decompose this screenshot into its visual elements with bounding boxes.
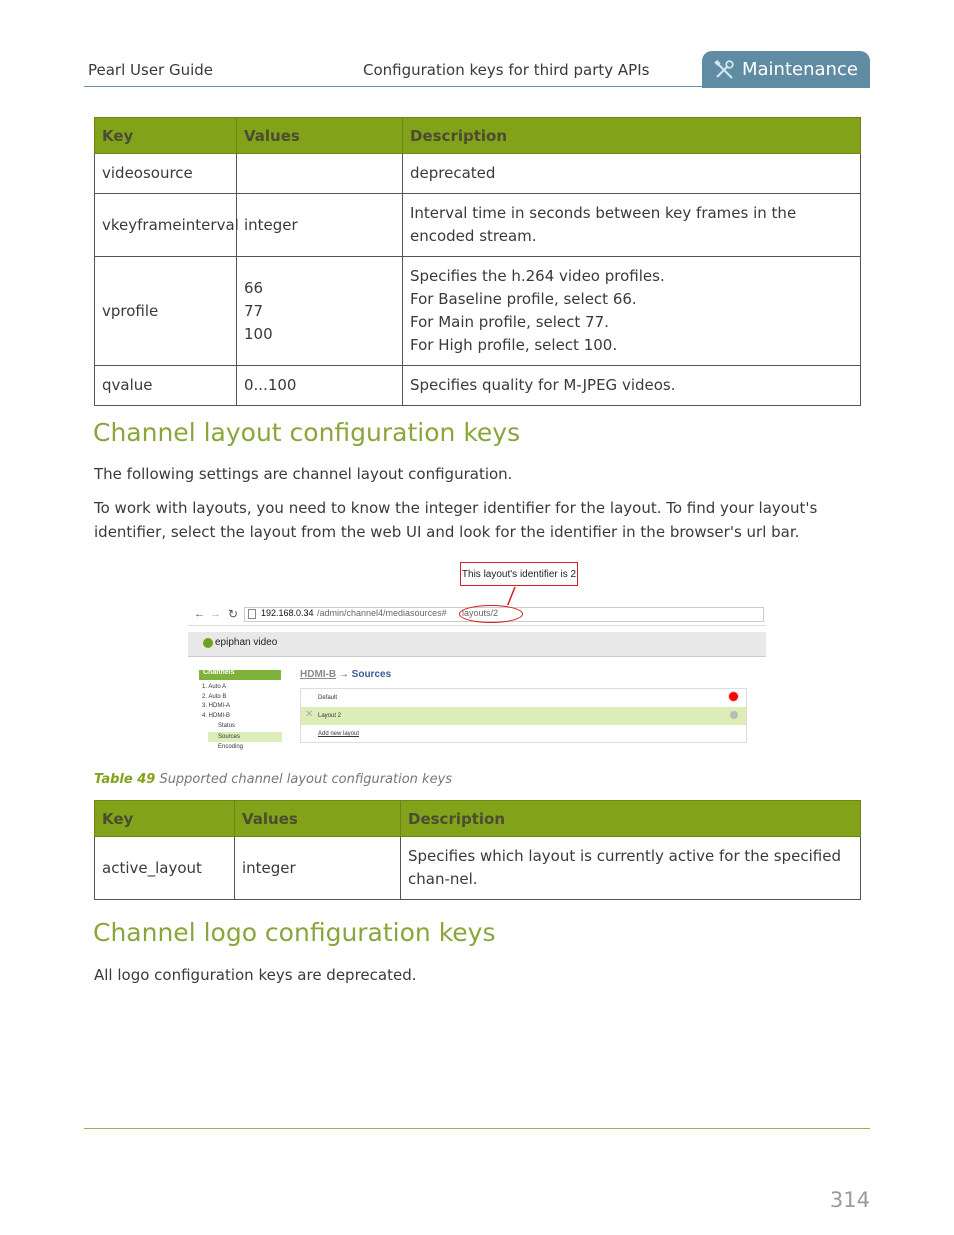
sidebar-subitem[interactable]: Encoding — [218, 744, 244, 750]
sidebar-item[interactable]: 4. HDMI-B — [202, 712, 231, 719]
page-icon — [248, 609, 256, 619]
section-badge — [702, 51, 870, 88]
table-header-row — [95, 118, 861, 154]
sidebar-item[interactable]: 2. Auto B — [202, 693, 227, 700]
sidebar-header — [199, 670, 281, 680]
column-header-description: Description — [401, 801, 861, 837]
values-cell — [237, 257, 403, 366]
description-cell: deprecated — [403, 154, 861, 194]
back-icon[interactable]: ← — [194, 608, 205, 620]
section-heading-logo: Channel logo configuration keys — [93, 918, 496, 947]
reload-icon[interactable]: ↻ — [228, 607, 239, 621]
breadcrumb — [300, 669, 391, 680]
description-line: For Main profile, select 77. — [410, 313, 609, 331]
description-cell: Specifies quality for M-JPEG videos. — [403, 366, 861, 406]
description-line: For High profile, select 100. — [410, 336, 618, 354]
description-cell: Specifies which layout is currently active for the specified chan-nel. — [401, 837, 861, 900]
add-layout-link[interactable]: Add new layout — [318, 731, 360, 737]
value-line: 77 — [244, 301, 264, 320]
layout-row[interactable] — [301, 689, 746, 707]
column-header-values: Values — [237, 118, 403, 154]
chapter-title: Configuration keys for third party APIs — [363, 61, 650, 79]
value-line: 66 — [244, 278, 264, 297]
paragraph: The following settings are channel layout configuration. — [94, 465, 513, 483]
sidebar-subitem[interactable]: Status — [218, 723, 236, 729]
url-path: /admin/channel4/mediasources# — [317, 608, 447, 618]
forward-icon[interactable]: → — [210, 608, 221, 620]
sidebar-item[interactable]: 1. Auto A — [202, 684, 227, 690]
tools-icon — [714, 60, 736, 80]
description-cell: Interval time in seconds between key frames in the encoded stream. — [403, 194, 861, 257]
table-header-row — [95, 801, 861, 837]
values-cell: integer — [237, 194, 403, 257]
layout-keys-table — [94, 800, 861, 900]
column-header-description: Description — [403, 118, 861, 154]
description-cell — [403, 257, 861, 366]
layout-row-selected[interactable] — [301, 707, 746, 725]
table-row — [95, 837, 861, 900]
column-header-key: Key — [95, 801, 235, 837]
header-divider — [84, 86, 702, 87]
guide-title: Pearl User Guide — [88, 61, 214, 79]
url-hash: layouts/2 — [462, 608, 499, 618]
key-cell: videosource — [95, 154, 237, 194]
column-header-values: Values — [235, 801, 401, 837]
add-layout-row[interactable] — [301, 725, 746, 743]
table-caption-label: Table 49 — [94, 772, 156, 787]
callout-label: This layout's identifier is 2 — [460, 562, 578, 586]
breadcrumb-page: Sources — [351, 669, 392, 680]
url-host: 192.168.0.34 — [261, 608, 314, 618]
values-cell — [237, 154, 403, 194]
section-heading-layout: Channel layout configuration keys — [93, 418, 521, 447]
description-line: For Baseline profile, select 66. — [410, 290, 637, 308]
paragraph: To work with layouts, you need to know the integer identifier for the layout. To find your layout's identifier, select the layout from the web UI and look for the identifier in the browser's url bar. — [94, 499, 818, 541]
sidebar-item[interactable]: 3. HDMI-A — [202, 703, 231, 709]
values-cell: 0...100 — [237, 366, 403, 406]
description-line: Specifies the h.264 video profiles. — [410, 267, 665, 285]
brand-name: epiphan video — [215, 637, 278, 648]
table-row — [95, 194, 861, 257]
footer-divider — [84, 1128, 870, 1129]
sidebar-subitem-active[interactable]: Sources — [208, 732, 282, 743]
paragraph: All logo configuration keys are deprecated. — [94, 966, 417, 984]
table-row — [95, 257, 861, 366]
table-row — [95, 154, 861, 194]
active-indicator-icon[interactable] — [729, 692, 738, 701]
delete-icon[interactable]: ✕ — [305, 709, 314, 720]
web-ui-screenshot — [188, 605, 766, 755]
table-caption-text: Supported channel layout configuration keys — [159, 772, 453, 787]
sidebar-submenu — [208, 721, 282, 753]
epiphan-logo-icon — [203, 638, 213, 648]
value-line: 100 — [244, 324, 273, 343]
url-highlight-ellipse — [459, 605, 523, 623]
app-brand-bar — [188, 632, 766, 657]
inactive-indicator-icon[interactable] — [730, 711, 738, 719]
breadcrumb-arrow: → — [338, 669, 349, 680]
browser-url-bar — [188, 605, 766, 626]
section-badge-label: Maintenance — [742, 59, 858, 80]
key-cell: active_layout — [95, 837, 235, 900]
layout-name: Default — [318, 695, 338, 701]
sidebar-title: Channels — [203, 669, 235, 676]
values-cell: integer — [235, 837, 401, 900]
sidebar-channel-list — [202, 683, 230, 721]
layouts-list — [300, 688, 747, 743]
column-header-key: Key — [95, 118, 237, 154]
layout-name: Layout 2 — [318, 713, 342, 719]
page-number: 314 — [829, 1188, 870, 1212]
key-cell: vkeyframeinterval — [95, 194, 237, 257]
table-row — [95, 366, 861, 406]
key-cell: qvalue — [95, 366, 237, 406]
key-cell: vprofile — [95, 257, 237, 366]
video-keys-table — [94, 117, 861, 406]
table-caption — [94, 772, 452, 787]
breadcrumb-channel[interactable]: HDMI-B — [300, 669, 337, 680]
